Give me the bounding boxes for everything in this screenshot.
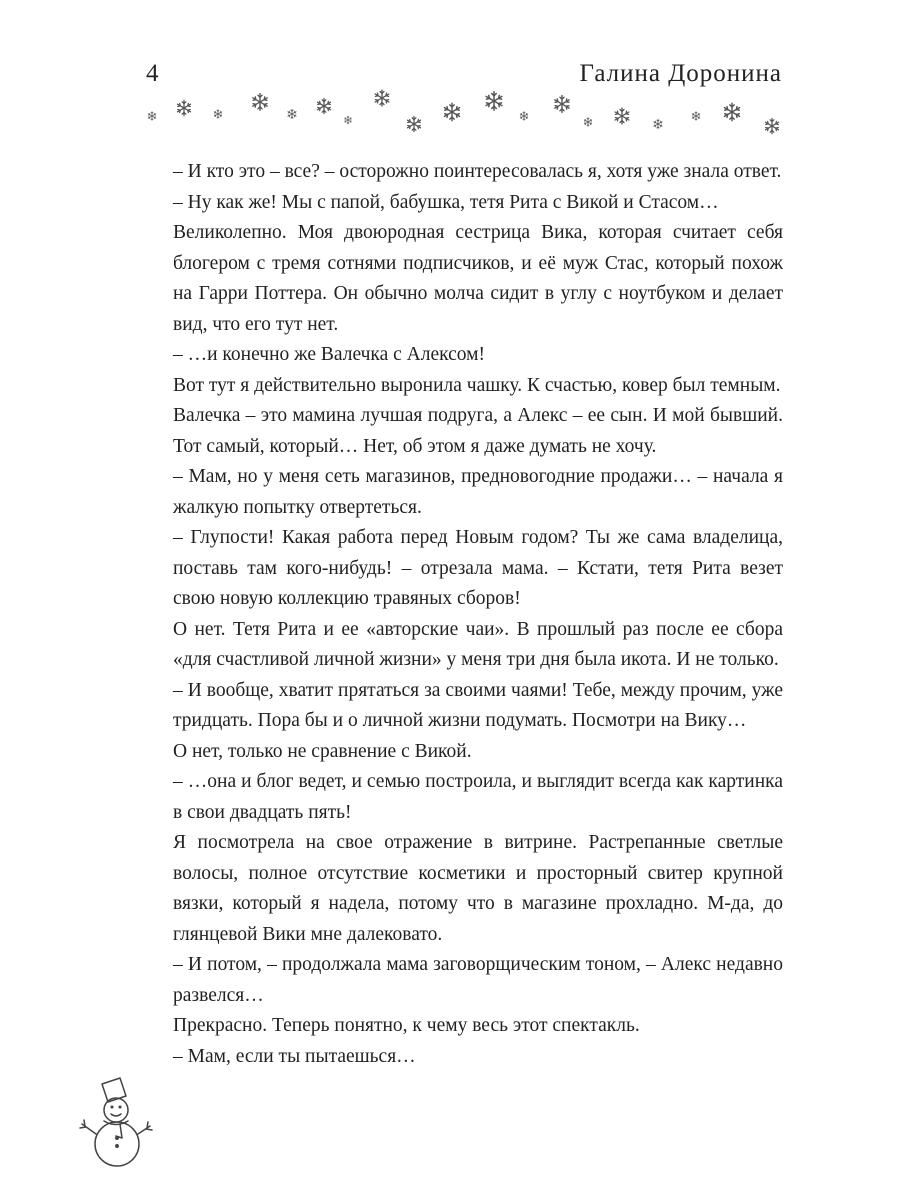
snowflake-icon — [615, 108, 629, 124]
snowflake-icon — [375, 90, 389, 106]
snowman-icon — [72, 1072, 162, 1173]
snowflake-icon — [520, 112, 528, 121]
body-text — [173, 157, 783, 1072]
snowflake-icon — [765, 118, 778, 133]
snowflake-icon — [444, 103, 459, 121]
snowflake-icon — [584, 118, 592, 127]
snowflake-icon — [486, 92, 502, 110]
snowflake-icon — [407, 116, 420, 131]
snowflake-icon — [317, 98, 330, 113]
paragraph: Вот тут я действительно выронила чашку. К счастью, ковер был темным. — [173, 374, 781, 396]
paragraph: Я посмотрела на свое отражение в витрине. Растрепанные светлые волосы, полное отсутствие косметики и просторный свитер крупной вязки, который я надела, потому что в магазине прохладно. М-да, до глянцевой Вики мне далековато. — [173, 832, 783, 945]
paragraph: – И кто это – все? – осторожно поинтересовалась я, хотя уже знала ответ. — [173, 161, 782, 182]
page-number: 4 — [146, 60, 159, 87]
paragraph: – …она и блог ведет, и семью построила, и выглядит всегда как картинка в свои двадцать пять! — [173, 771, 783, 823]
paragraph: Прекрасно. Теперь понятно, к чему весь этот спектакль. — [173, 1015, 640, 1036]
paragraph: – Ну как же! Мы с папой, бабушка, тетя Рита с Викой и Стасом… — [173, 191, 719, 213]
snowflake-icon — [724, 103, 739, 121]
snowflake-icon — [555, 96, 569, 113]
snowflake-icon — [253, 94, 267, 111]
snowflake-icon — [148, 112, 156, 121]
paragraph: – Глупости! Какая работа перед Новым годом? Ты же сама владелица, поставь там кого-нибудь! – отрезала мама. – Кстати, тетя Рита везет свою новую коллекцию травяных сборов! — [173, 527, 783, 609]
paragraph: Великолепно. Моя двоюродная сестрица Вика, которая считает себя блогером с тремя сотнями подписчиков, и её муж Стас, который похож на Гарри Поттера. Он обычно молча сидит в углу с ноутбуком и делает вид, что его тут нет. — [173, 222, 783, 335]
snowflake-icon — [692, 112, 700, 121]
paragraph: – Мам, но у меня сеть магазинов, предновогодние продажи… – начала я жалкую попытку отвертеться. — [173, 466, 783, 518]
snowflake-icon — [654, 119, 662, 129]
snowflake-border — [140, 84, 800, 140]
snowflake-icon — [214, 110, 222, 119]
snowflake-icon — [345, 116, 352, 124]
paragraph: – …и конечно же Валечка с Алексом! — [173, 344, 485, 365]
paragraph: Валечка – это мамина лучшая подруга, а Алекс – ее сын. И мой бывший. Тот самый, который… Нет, об этом я даже думать не хочу. — [173, 405, 783, 457]
snowflake-icon — [177, 100, 190, 115]
paragraph: О нет, только не сравнение с Викой. — [173, 740, 472, 762]
snowflake-icon — [288, 109, 296, 119]
paragraph: – И потом, – продолжала мама заговорщическим тоном, – Алекс недавно развелся… — [173, 954, 783, 1006]
paragraph: – И вообще, хватит прятаться за своими чаями! Тебе, между прочим, уже тридцать. Пора бы и о личной жизни подумать. Посмотри на Вику… — [173, 679, 783, 731]
paragraph: – Мам, если ты пытаешься… — [173, 1045, 416, 1067]
paragraph: О нет. Тетя Рита и ее «авторские чаи». В прошлый раз после ее сбора «для счастливой личной жизни» у меня три дня была икота. И не только. — [173, 618, 783, 670]
running-title: Галина Доронина — [579, 60, 782, 87]
